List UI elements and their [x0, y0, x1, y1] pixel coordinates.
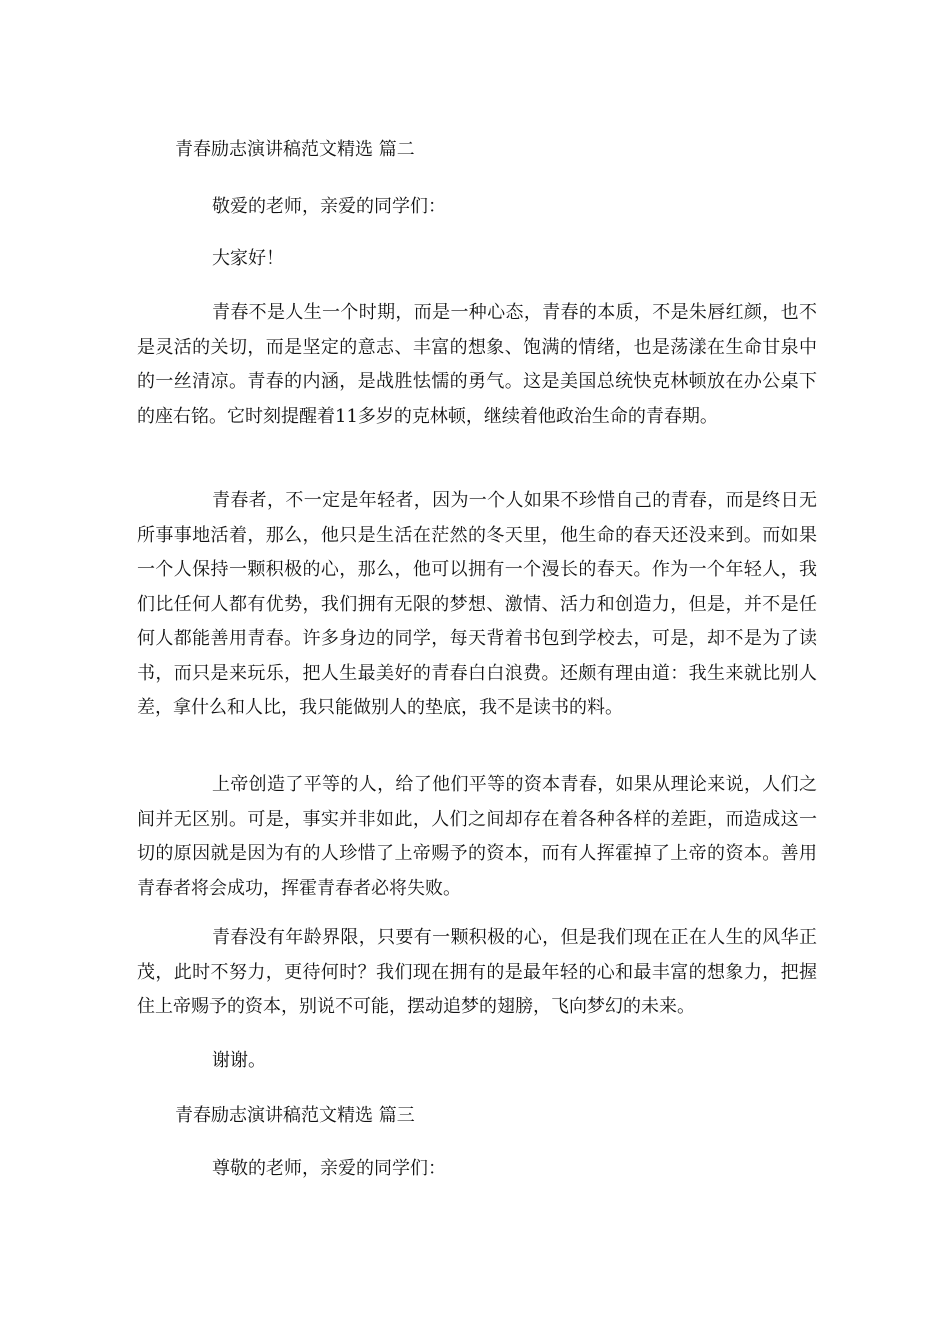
body-paragraph-3: 上帝创造了平等的人，给了他们平等的资本青春，如果从理论来说，人们之间并无区别。可是，事实并非如此，人们之间却存在着各种各样的差距，而造成这一切的原因就是因为有的人珍惜了上帝赐予的资本，而有人挥霍掉了上帝的资本。善用青春者将会成功，挥霍青春者必将失败。	[137, 774, 817, 899]
section-two-salutation: 敬爱的老师，亲爱的同学们：	[212, 196, 446, 217]
section-two-greeting: 大家好！	[212, 248, 284, 269]
section-three-title: 青春励志演讲稿范文精选 篇三	[175, 1105, 415, 1126]
body-paragraph-2: 青春者，不一定是年轻者，因为一个人如果不珍惜自己的青春，而是终日无所事事地活着，那么，他只是生活在茫然的冬天里，他生命的春天还没来到。而如果一个人保持一颗积极的心，那么，他可以拥有一个漫长的春天。作为一个年轻人，我们比任何人都有优势，我们拥有无限的梦想、激情、活力和创造力，但是，并不是任何人都能善用青春。许多身边的同学，每天背着书包到学校去，可是，却不是为了读书，而只是来玩乐，把人生最美好的青春白白浪费。还颇有理由道：我生来就比别人差，拿什么和人比，我只能做别人的垫底，我不是读书的料。	[137, 490, 817, 718]
body-paragraph-1: 青春不是人生一个时期，而是一种心态，青春的本质，不是朱唇红颜，也不是灵活的关切，而是坚定的意志、丰富的想象、饱满的情绪，也是荡漾在生命甘泉中的一丝清凉。青春的内涵，是战胜怯懦的勇气。这是美国总统快克林顿放在办公桌下的座右铭。它时刻提醒着11多岁的克林顿，继续着他政治生命的青春期。	[137, 302, 817, 427]
section-two-title: 青春励志演讲稿范文精选 篇二	[175, 139, 415, 160]
body-paragraph-4: 青春没有年龄界限，只要有一颗积极的心，但是我们现在正在人生的风华正茂，此时不努力，更待何时？我们现在拥有的是最年轻的心和最丰富的想象力，把握住上帝赐予的资本，别说不可能，摆动追梦的翅膀，飞向梦幻的未来。	[137, 927, 817, 1017]
section-three-salutation: 尊敬的老师，亲爱的同学们：	[212, 1158, 446, 1179]
section-two-closing: 谢谢。	[212, 1050, 266, 1071]
